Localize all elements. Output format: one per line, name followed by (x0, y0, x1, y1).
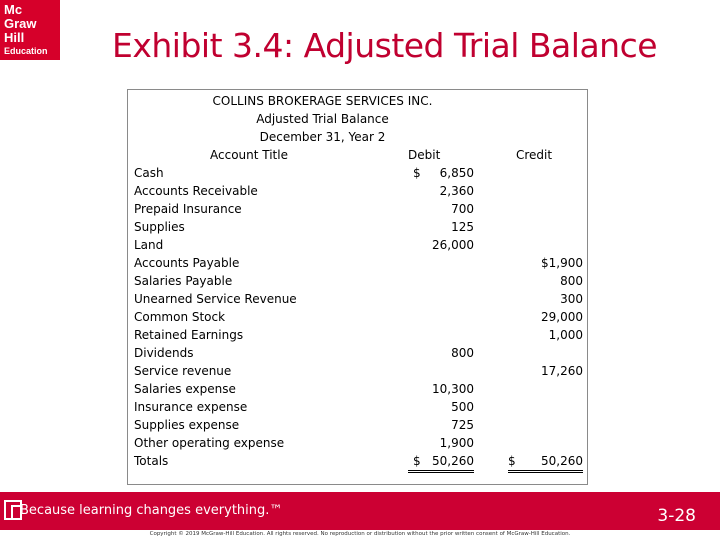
debit-amount: 800 (451, 346, 474, 360)
totals-credit: 50,260 (523, 452, 583, 473)
totals-credit-symbol: $ (508, 452, 530, 473)
account-name: Unearned Service Revenue (134, 292, 297, 306)
credit-amount: $1,900 (541, 256, 583, 270)
credit-amount: 17,260 (541, 364, 583, 378)
table-row (128, 290, 587, 308)
column-header-debit: Debit (408, 148, 441, 162)
credit-amount: 29,000 (541, 310, 583, 324)
account-name: Retained Earnings (134, 328, 244, 342)
debit-symbol: $ (413, 166, 421, 180)
table-row (128, 416, 587, 434)
account-name: Cash (134, 166, 164, 180)
credit-amount: 300 (560, 292, 583, 306)
debit-amount: 1,900 (439, 436, 474, 450)
footer-tagline: Because learning changes everything.™ (20, 503, 283, 518)
debit-amount: 500 (451, 400, 474, 414)
debit-amount: 6,850 (439, 166, 474, 180)
logo-line-3: Hill (4, 30, 25, 45)
account-name: Supplies expense (134, 418, 240, 432)
account-name: Common Stock (134, 310, 226, 324)
account-name: Insurance expense (134, 400, 248, 414)
table-row (128, 236, 587, 254)
table-row (128, 272, 587, 290)
table-row (128, 218, 587, 236)
table-row (128, 254, 587, 272)
table-row (128, 380, 587, 398)
copyright-notice: Copyright © 2019 McGraw-Hill Education. All rights reserved. No reproduction or distribution without the prior written consent of McGraw-Hill Education. (149, 531, 571, 537)
debit-amount: 125 (451, 220, 474, 234)
account-name: Service revenue (134, 364, 232, 378)
account-name: Other operating expense (134, 436, 285, 450)
debit-amount: 725 (451, 418, 474, 432)
table-row (128, 326, 587, 344)
account-name: Accounts Receivable (134, 184, 258, 198)
debit-amount: 2,360 (439, 184, 474, 198)
totals-debit: 50,260 (408, 452, 474, 473)
account-name: Land (134, 238, 164, 252)
logo-line-2: Graw (4, 16, 37, 31)
logo-line-1: Mc (4, 2, 23, 17)
account-name: Prepaid Insurance (134, 202, 242, 216)
table-row (128, 434, 587, 452)
table-row (128, 362, 587, 380)
totals-label: Totals (134, 454, 169, 468)
table-row (128, 200, 587, 218)
statement-date: December 31, Year 2 (259, 130, 386, 144)
totals-row (128, 452, 587, 470)
debit-amount: 10,300 (432, 382, 474, 396)
account-name: Salaries expense (134, 382, 236, 396)
debit-amount: 26,000 (432, 238, 474, 252)
totals-debit-symbol: $ (413, 452, 435, 473)
table-row (128, 344, 587, 362)
credit-amount: 800 (560, 274, 583, 288)
column-header-credit: Credit (516, 148, 553, 162)
table-row (128, 308, 587, 326)
debit-amount: 700 (451, 202, 474, 216)
credit-amount: 1,000 (548, 328, 583, 342)
table-row (128, 182, 587, 200)
column-header-account: Account Title (210, 148, 288, 162)
logo-line-4: Education (4, 46, 48, 56)
account-name: Dividends (134, 346, 194, 360)
mcgraw-hill-logo (0, 0, 60, 60)
account-name: Salaries Payable (134, 274, 233, 288)
company-name: COLLINS BROKERAGE SERVICES INC. (212, 94, 433, 108)
account-name: Accounts Payable (134, 256, 240, 270)
slide-title: Exhibit 3.4: Adjusted Trial Balance (112, 26, 658, 65)
slide-number: 3-28 (657, 506, 696, 526)
table-row (128, 398, 587, 416)
statement-name: Adjusted Trial Balance (256, 112, 389, 126)
trial-balance-sheet (127, 89, 588, 485)
table-row (128, 164, 587, 182)
account-name: Supplies (134, 220, 185, 234)
